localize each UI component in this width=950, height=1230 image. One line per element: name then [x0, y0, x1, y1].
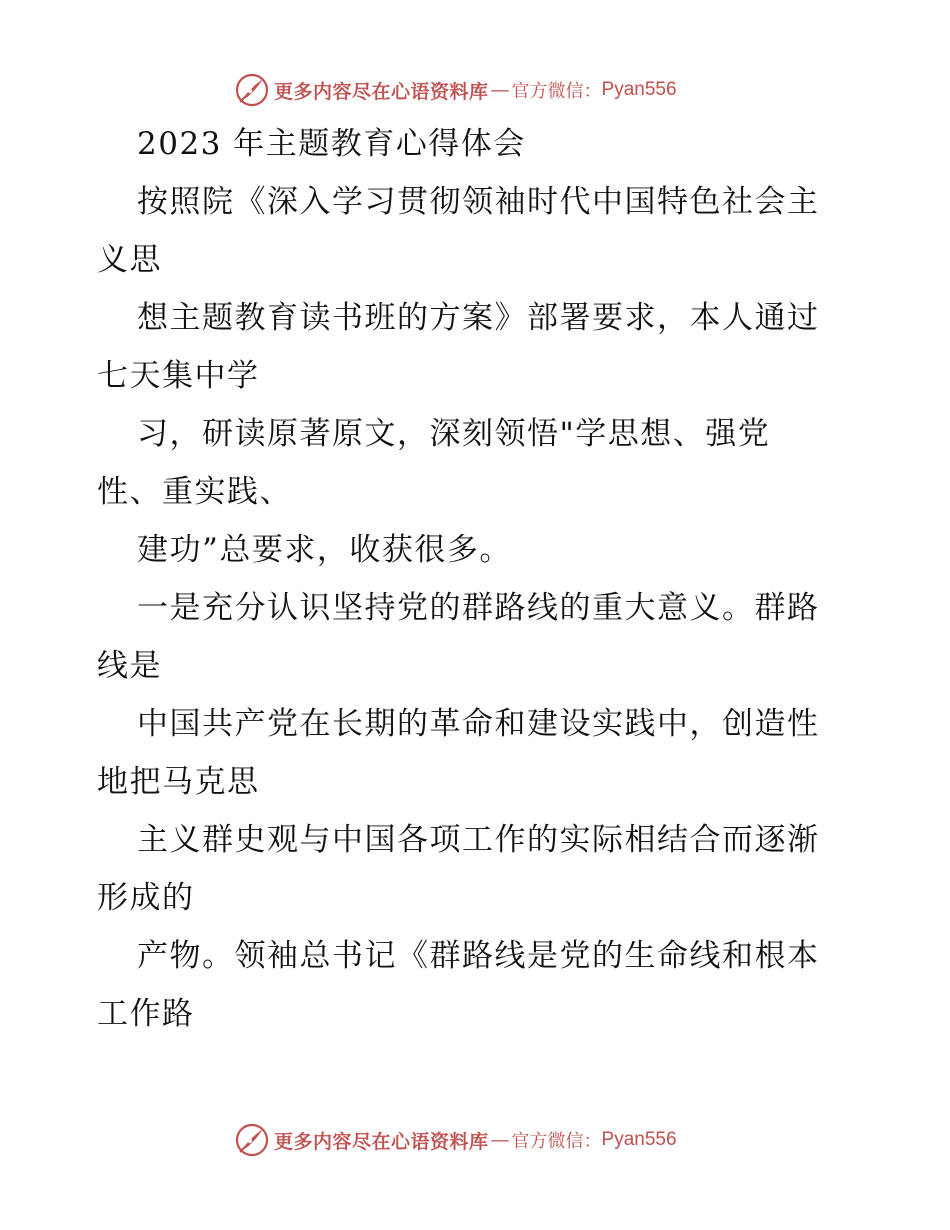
banner-dash: —	[490, 79, 510, 101]
paragraph-line: 习，研读原著原文，深刻领悟"学思想、强党	[137, 416, 771, 452]
banner-wechat-label: 官方微信：	[511, 81, 602, 102]
paragraph-line: 建功”总要求，收获很多。	[137, 532, 512, 568]
paragraph-line: 主义群史观与中国各项工作的实际相结合而逐渐	[137, 822, 820, 858]
quill-pen-logo-icon	[234, 72, 270, 108]
paragraph-line: 一是充分认识坚持党的群路线的重大意义。群路	[137, 590, 820, 626]
paragraph-line: 中国共产党在长期的革命和建设实践中，创造性	[137, 706, 820, 742]
paragraph-line: 产物。领袖总书记《群路线是党的生命线和根本	[137, 938, 820, 974]
banner-wechat-label: 官方微信：	[511, 1131, 602, 1152]
paragraph-line: 线是	[97, 648, 162, 684]
paragraph-line: 义思	[97, 242, 162, 278]
banner-main-text: 更多内容尽在心语资料库	[274, 80, 489, 103]
paragraph-line: 工作路	[97, 996, 195, 1032]
quill-pen-logo-icon	[234, 1122, 270, 1158]
document-body	[97, 122, 867, 1050]
paragraph-line: 地把马克思	[97, 764, 260, 800]
document-title: 2023 年主题教育心得体会	[137, 126, 526, 162]
paragraph-line: 想主题教育读书班的方案》部署要求，本人通过	[137, 300, 820, 336]
paragraph-line: 形成的	[97, 880, 195, 916]
footer-banner	[234, 1120, 677, 1160]
header-banner	[234, 70, 677, 110]
paragraph-line: 七天集中学	[97, 358, 260, 394]
banner-main-text: 更多内容尽在心语资料库	[274, 1130, 489, 1153]
paragraph-line: 性、重实践、	[97, 474, 292, 510]
banner-wechat-id: Pyan556	[601, 79, 677, 100]
paragraph-line: 按照院《深入学习贯彻领袖时代中国特色社会主	[137, 184, 820, 220]
banner-wechat-id: Pyan556	[601, 1129, 677, 1150]
banner-dash: —	[490, 1129, 510, 1151]
